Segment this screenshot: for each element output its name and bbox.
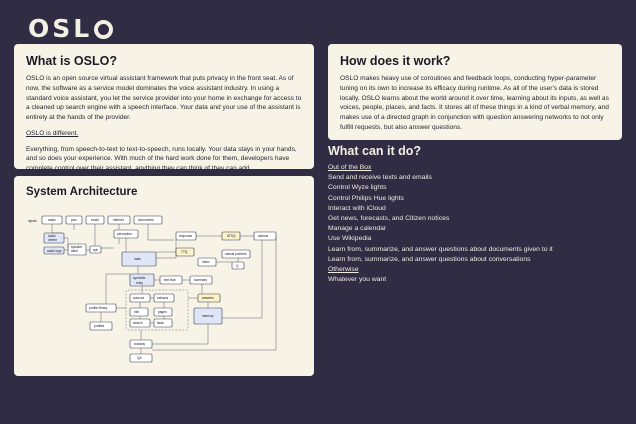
feature-list-item: Get news, forecasts, and Citizen notices (328, 214, 450, 222)
svg-text:audio logs: audio logs (47, 249, 62, 253)
svg-text:audio: audio (48, 218, 56, 222)
card-how-does-it-work (328, 44, 622, 140)
svg-text:TTQ: TTQ (181, 250, 188, 254)
svg-text:ident: ident (71, 249, 78, 253)
svg-text:answers: answers (202, 296, 214, 300)
svg-text:search: search (133, 321, 143, 325)
architecture-diagram-svg (26, 200, 302, 368)
svg-text:extracts: extracts (157, 296, 169, 300)
feature-list-item: Manage a calendar (328, 225, 387, 233)
svg-text:speaker: speaker (71, 245, 83, 249)
feature-list-item: Otherwise (328, 265, 359, 273)
card-how-title: How does it work? (340, 54, 451, 68)
card-what-is-oslo (14, 44, 314, 172)
card-how-paragraph-1: OSLO makes heavy use of coroutines and feedback loops, conducting hyper-parameter tuning on its own to increase its efficacy during runtime. As all of the user's data is stored locally, OSLO learns about the world around it over time, learning about its inputs, as well as voices, people, places, and facts. It stores all of these things in a kind of verbal memory, and makes use of a directed graph in conjunction with question answering networks to not only fulfill requests, but also answer questions. (340, 75, 609, 131)
svg-text:text flow: text flow (164, 278, 176, 282)
svg-text:profiles: profiles (94, 324, 105, 328)
svg-text:actions: actions (258, 234, 269, 238)
brand-logo (28, 14, 622, 43)
card-what-can-it-do (328, 144, 622, 284)
svg-text:Q: Q (236, 264, 239, 268)
svg-text:documents: documents (138, 218, 154, 222)
feature-list-item: Learn from, summarize, and answer questions about documents given to it (328, 245, 553, 253)
svg-text:email: email (91, 218, 99, 222)
svg-text:custody: custody (134, 342, 145, 346)
svg-text:internet: internet (113, 218, 124, 222)
svg-text:response: response (179, 234, 193, 238)
svg-text:QA: QA (137, 356, 142, 360)
feature-list-item: Control Wyze lights (328, 184, 387, 192)
svg-text:facts: facts (157, 321, 164, 325)
feature-list-item: Control Philips Hue lights (328, 194, 404, 202)
svg-text:audio: audio (48, 234, 56, 238)
card-what-subtitle: OSLO is different. (26, 129, 79, 137)
svg-text:memory: memory (202, 314, 214, 318)
feature-list-item: Out of the Box (328, 164, 372, 171)
svg-text:summary: summary (194, 278, 208, 282)
svg-text:pics: pics (71, 218, 77, 222)
svg-text:ATSQ: ATSQ (227, 234, 236, 238)
feature-list-item: Learn from, summarize, and answer questions about conversations (328, 255, 531, 263)
card-what-paragraph-1: OSLO is an open source virtual assistant framework that puts privacy in the front seat. As of now, the software as a service model dominates the voice assistant industry. In using a standard voice assistant, you let the service provider into your home in exchange for access to a cleaned up search engine with a speech interface. Your data and your use of the assistant is entirely at the hands of the provider. (26, 75, 302, 121)
svg-text:spk: spk (93, 248, 98, 252)
svg-text:relay: relay (136, 281, 143, 285)
svg-text:perception: perception (117, 232, 132, 236)
card-arch-title: System Architecture (26, 186, 138, 198)
svg-text:causal pointers: causal pointers (225, 252, 247, 256)
svg-text:symbolic: symbolic (133, 276, 146, 280)
diagram-label-inputs: inputs (28, 219, 37, 223)
svg-text:profile library: profile library (89, 306, 108, 310)
feature-list (328, 163, 622, 285)
svg-text:main: main (134, 257, 141, 261)
card-system-architecture (14, 176, 314, 376)
svg-text:info: info (134, 310, 140, 314)
brand-logo-text: OSL (28, 14, 93, 43)
architecture-diagram (26, 200, 302, 368)
svg-text:sources: sources (133, 296, 145, 300)
card-can-title: What can it do? (328, 144, 422, 158)
feature-list-item: Use Wikipedia (328, 235, 372, 243)
svg-text:center: center (48, 238, 57, 242)
card-what-title: What is OSLO? (26, 54, 117, 68)
feature-list-item: Interact with iCloud (328, 204, 386, 212)
svg-text:index: index (202, 260, 210, 264)
svg-text:pages: pages (158, 310, 167, 314)
card-what-paragraph-2: Everything, from speech-to-text to text-to-speech, runs locally. Your data stays in your hands, and so does your experience. With much of the hard work done for them, developers have complete control over their assistant, anything they can think of they can add. (26, 145, 297, 172)
brand-logo-ring-icon (94, 20, 113, 39)
feature-list-item: Whatever you want (328, 276, 387, 284)
feature-list-item: Send and receive texts and emails (328, 174, 432, 182)
